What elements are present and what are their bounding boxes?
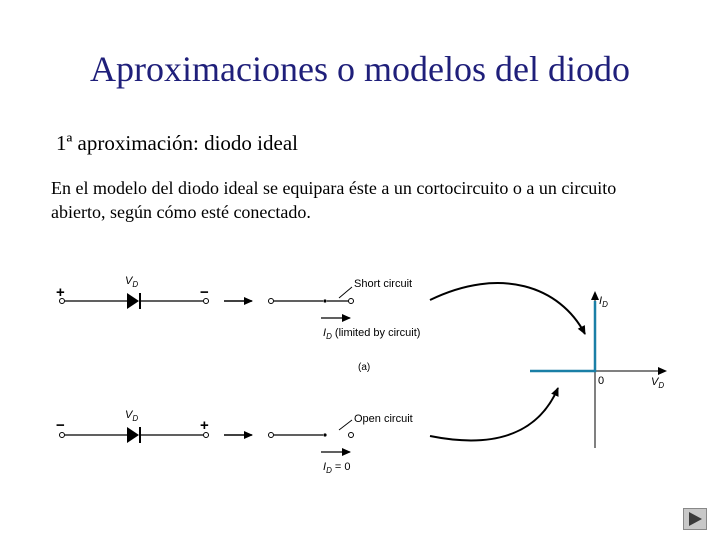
- short-circuit-label: Short circuit: [354, 278, 413, 290]
- play-arrow-icon: [683, 508, 707, 530]
- curved-arrow-bottom: [430, 388, 558, 440]
- short-circuit-model: [269, 278, 421, 341]
- terminal-left: [269, 433, 274, 438]
- minus-sign: −: [200, 284, 209, 301]
- diode-symbol: [127, 293, 139, 309]
- plus-sign: +: [56, 284, 65, 301]
- open-circuit-label: Open circuit: [354, 413, 413, 425]
- diode-symbol: [127, 427, 139, 443]
- slide-subtitle: 1ª aproximación: diodo ideal: [56, 131, 298, 155]
- part-label: (a): [358, 362, 371, 373]
- slide-title: Aproximaciones o modelos del diodo: [90, 49, 630, 89]
- terminal-right: [349, 433, 354, 438]
- open-circuit-model: [269, 413, 413, 475]
- iv-curve: [530, 301, 595, 371]
- x-axis-label: $V_D$: [651, 376, 665, 390]
- terminal-left: [269, 299, 274, 304]
- forward-diode-circuit: [56, 275, 209, 309]
- origin-label: 0: [598, 375, 605, 387]
- diode-voltage-label: $V_D$: [125, 275, 139, 289]
- iv-characteristic-graph: [530, 292, 666, 448]
- current-label: $I_D$ (limited by circuit): [323, 327, 421, 341]
- slide-body-text: En el modelo del diodo ideal se equipara éste a un cortocircuito o a un circuito abierto, según cómo esté conectado.: [51, 178, 617, 222]
- current-label: $I_D = 0$: [323, 461, 351, 475]
- reverse-diode-circuit: [56, 409, 209, 443]
- minus-sign: −: [56, 417, 65, 434]
- terminal-right: [349, 299, 354, 304]
- next-slide-button[interactable]: [683, 508, 707, 530]
- y-axis-label: $I_D$: [599, 295, 608, 309]
- diode-model-figure: [0, 255, 720, 485]
- diode-voltage-label: $V_D$: [125, 409, 139, 423]
- curved-arrow-top: [430, 283, 585, 334]
- plus-sign: +: [200, 417, 209, 434]
